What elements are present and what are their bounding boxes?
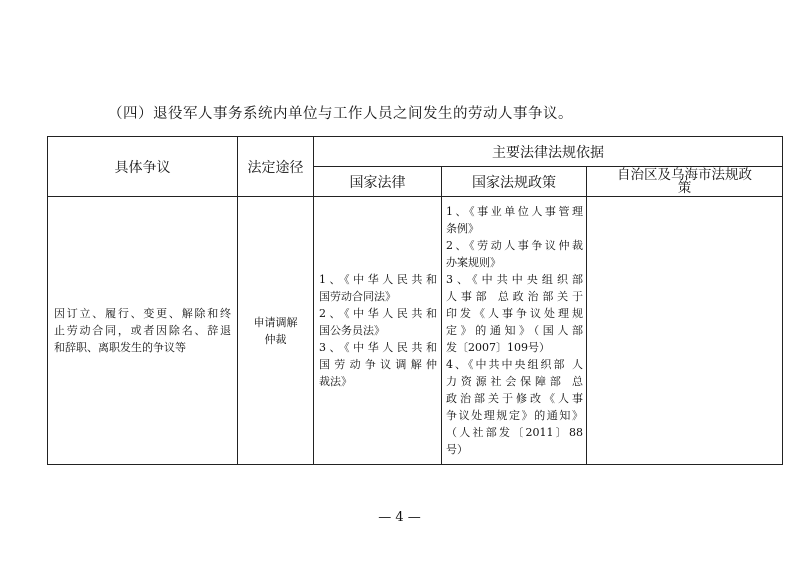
policy-line: 印发《人事争议处理规: [446, 307, 583, 320]
header-regional-line: 策: [677, 179, 692, 196]
policy-line: 2、《劳动人事争议仲裁: [446, 239, 583, 252]
page-number: — 4 —: [378, 510, 421, 525]
policy-line: 3、《中共中央组织部: [446, 273, 583, 286]
header-dispute: 具体争议: [48, 137, 238, 197]
policy-line: 发〔2007〕109号）: [446, 341, 550, 354]
policy-line: 1、《事业单位人事管理: [446, 205, 583, 218]
header-national-law: 国家法律: [314, 167, 442, 197]
policy-line: 政治部关于修改《人事: [446, 392, 583, 405]
law-line: 2、《中华人民共和: [319, 307, 437, 320]
policy-line: （人社部发〔2011〕88: [446, 426, 583, 439]
dispute-line: 止劳动合同，或者因除名、辞退: [54, 324, 231, 337]
policy-line: 号）: [446, 443, 468, 456]
header-legal-basis: 主要法律法规依据: [314, 137, 783, 167]
header-route: 法定途径: [238, 137, 314, 197]
dispute-table: [47, 136, 783, 465]
cell-route: [238, 197, 314, 465]
cell-national-law: [314, 197, 442, 465]
law-line: 国劳动合同法》: [319, 290, 396, 303]
header-regional-policy: [587, 167, 783, 197]
policy-line: 4、《中共中央组织部 人: [446, 358, 583, 371]
route-line: 仲裁: [264, 332, 287, 346]
policy-line: 办案规则》: [446, 256, 501, 269]
cell-dispute: [48, 197, 238, 465]
law-line: 国公务员法》: [319, 324, 385, 337]
policy-line: 人事部 总政治部关于: [446, 290, 583, 303]
dispute-line: 因订立、履行、变更、解除和终: [54, 307, 231, 320]
header-national-policy: 国家法规政策: [442, 167, 587, 197]
cell-regional-policy: [587, 197, 783, 465]
policy-line: 争议处理规定》的通知》: [446, 409, 583, 422]
law-line: 3、《中华人民共和: [319, 341, 437, 354]
policy-line: 力资源社会保障部 总: [446, 375, 583, 388]
law-line: 裁法》: [319, 375, 352, 388]
cell-national-policy: [442, 197, 587, 465]
law-line: 国劳动争议调解仲: [319, 358, 437, 371]
law-line: 1、《中华人民共和: [319, 273, 437, 286]
policy-line: 条例》: [446, 222, 479, 235]
dispute-line: 和辞职、离职发生的争议等: [54, 341, 186, 354]
route-line: 申请调解: [253, 315, 298, 329]
section-heading: （四）退役军人事务系统内单位与工作人员之间发生的劳动人事争议。: [108, 106, 573, 122]
header-regional-line: 自治区及乌海市法规政: [617, 166, 753, 183]
policy-line: 定》的通知》（国人部: [446, 324, 583, 337]
